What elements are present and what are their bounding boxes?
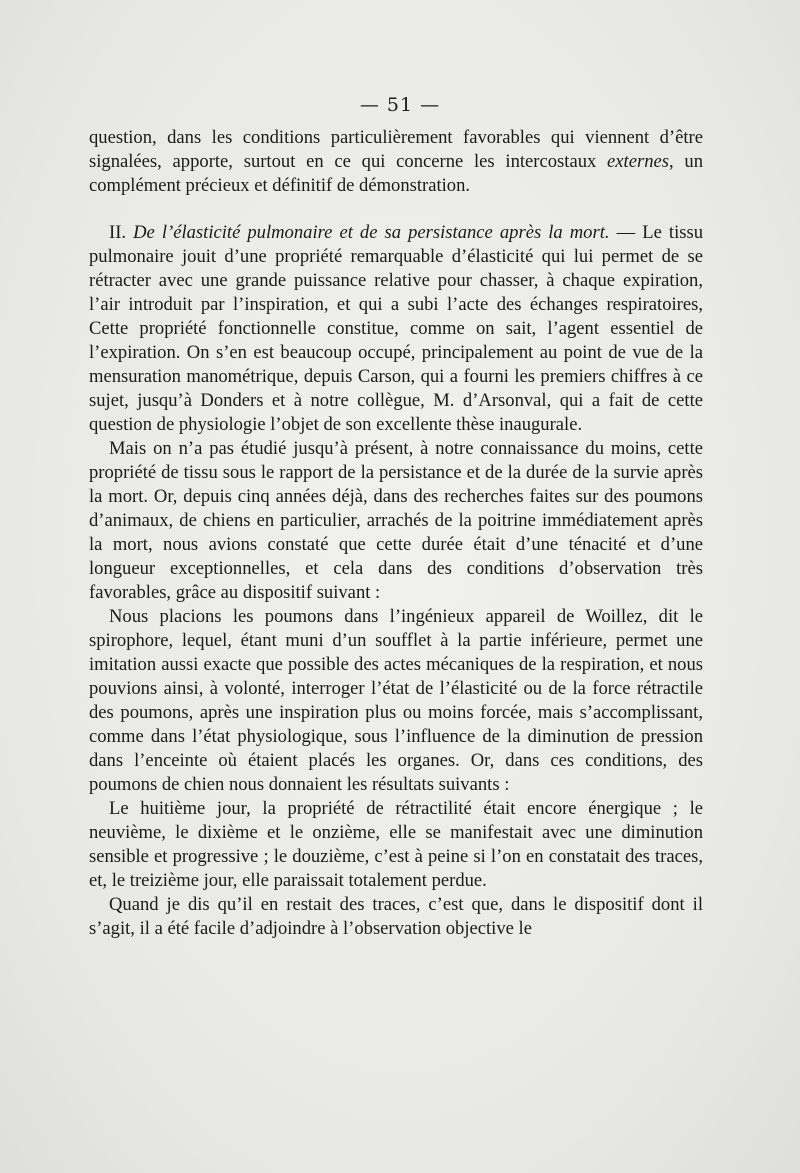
paragraph-3: Mais on n’a pas étudié jusqu’à présent, à notre connaissance du moins, cette propriété de tissu sous le rapport de la persistance et de la durée de la survie après la mort. Or, depuis cinq années déjà, dans des recherches faites sur des poumons d’animaux, de chiens en particulier, arrachés de la poitrine immédiatement après la mort, nous avions constaté que cette durée était d’une ténacité et d’une longueur exceptionnelles, et cela dans des conditions d’observation très favorables, grâce au dispositif suivant :	[89, 438, 703, 603]
paragraph-1-tail: , un complément précieux et définitif de démonstration.	[89, 151, 703, 196]
paragraph-4: Nous placions les poumons dans l’ingénieux appareil de Woillez, dit le spirophore, lequel, étant muni d’un soufflet à la partie inférieure, permet une imitation aussi exacte que possible des actes mécaniques de la respiration, et nous pouvions ainsi, à volonté, interroger l’état de l’élasticité ou de la force rétractile des poumons, après une inspiration plus ou moins forcée, mais s’accomplissant, comme dans l’état physiologique, sous l’influence de la diminution de pression dans l’enceinte où étaient placés les organes. Or, dans ces conditions, des poumons de chien nous donnaient les résultats suivants :	[89, 606, 703, 795]
paragraph-continuation	[89, 126, 703, 198]
section-number: II.	[109, 222, 127, 243]
italic-externes: externes	[607, 151, 669, 172]
page-number: — 51 —	[359, 94, 441, 116]
section-ii-body: — Le tissu pulmonaire jouit d’une propriété remarquable d’élasticité qui lui permet de se rétracter avec une grande puissance relative pour chasser, à chaque expiration, l’air introduit par l’inspiration, et qui a subi l’acte des échanges respiratoires, Cette propriété fonctionnelle constitue, comme on sait, l’agent essentiel de l’expiration. On s’en est beaucoup occupé, principalement au point de vue de la mensuration manométrique, depuis Carson, qui a fourni les premiers chiffres à ce sujet, jusqu’à Donders et à notre collègue, M. d’Arsonval, qui a fait de cette question de physiologie l’objet de son excellente thèse inaugurale.	[89, 222, 704, 435]
section-ii-paragraph	[89, 221, 703, 437]
section-title: De l’élasticité pulmonaire et de sa persistance après la mort.	[133, 222, 610, 243]
paragraph-5: Le huitième jour, la propriété de rétractilité était encore énergique ; le neuvième, le dixième et le onzième, elle se manifestait avec une diminution sensible et progressive ; le douzième, c’est à peine si l’on en constatait des traces, et, le treizième jour, elle paraissait totalement perdue.	[89, 798, 703, 891]
paragraph-6: Quand je dis qu’il en restait des traces, c’est que, dans le dispositif dont il s’agit, il a été facile d’adjoindre à l’observation objective le	[89, 894, 703, 939]
body-text	[89, 126, 703, 941]
paragraph-1-text: question, dans les conditions particulièrement favorables qui viennent d’être signalées, apporte, surtout en ce qui concerne les intercostaux	[89, 127, 703, 172]
